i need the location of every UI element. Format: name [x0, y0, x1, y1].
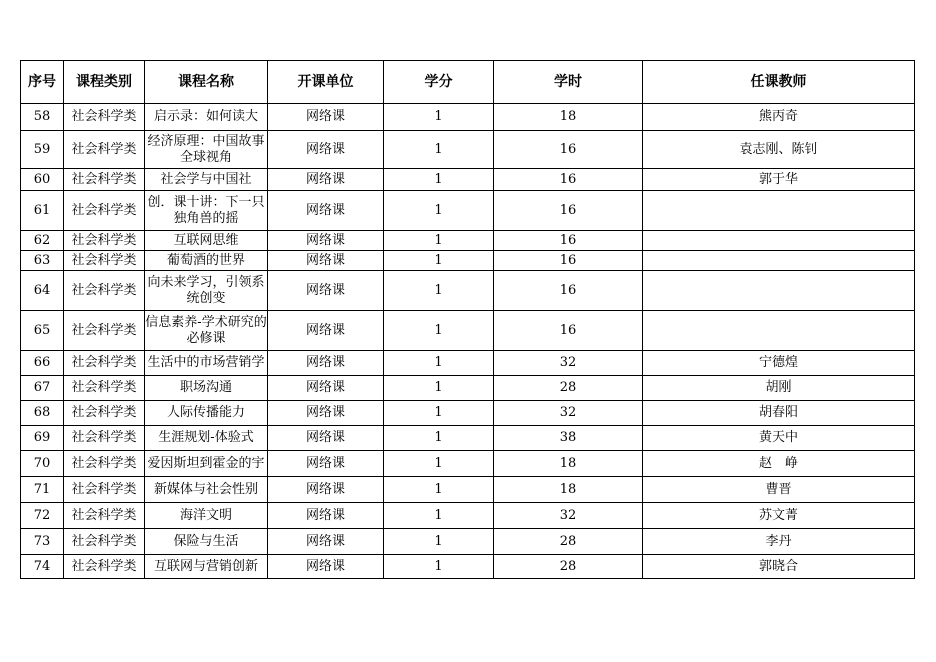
cell-category: 社会科学类 — [64, 426, 145, 451]
table-row — [21, 529, 915, 555]
cell-unit: 网络课 — [268, 426, 384, 451]
cell-unit: 网络课 — [268, 311, 384, 351]
cell-hours: 18 — [494, 104, 643, 131]
cell-unit: 网络课 — [268, 191, 384, 231]
header-teacher: 任课教师 — [643, 61, 915, 104]
cell-no: 66 — [21, 351, 64, 376]
cell-teacher — [643, 231, 915, 251]
cell-hours: 16 — [494, 271, 643, 311]
cell-category: 社会科学类 — [64, 451, 145, 477]
cell-category: 社会科学类 — [64, 131, 145, 169]
cell-no: 69 — [21, 426, 64, 451]
cell-hours: 28 — [494, 555, 643, 579]
cell-no: 67 — [21, 376, 64, 401]
cell-credit: 1 — [384, 251, 494, 271]
course-table — [20, 60, 915, 579]
cell-course: 经济原理：中国故事全球视角 — [145, 131, 268, 169]
cell-category: 社会科学类 — [64, 477, 145, 503]
table-row — [21, 426, 915, 451]
cell-unit: 网络课 — [268, 271, 384, 311]
table-row — [21, 351, 915, 376]
cell-unit: 网络课 — [268, 529, 384, 555]
cell-teacher: 郭晓合 — [643, 555, 915, 579]
cell-course: 生活中的市场营销学 — [145, 351, 268, 376]
cell-teacher: 黄天中 — [643, 426, 915, 451]
cell-hours: 16 — [494, 251, 643, 271]
cell-credit: 1 — [384, 169, 494, 191]
cell-hours: 16 — [494, 131, 643, 169]
cell-unit: 网络课 — [268, 503, 384, 529]
cell-credit: 1 — [384, 231, 494, 251]
header-unit: 开课单位 — [268, 61, 384, 104]
cell-unit: 网络课 — [268, 477, 384, 503]
table-row — [21, 401, 915, 426]
cell-category: 社会科学类 — [64, 169, 145, 191]
cell-credit: 1 — [384, 426, 494, 451]
cell-no: 71 — [21, 477, 64, 503]
cell-course: 葡萄酒的世界 — [145, 251, 268, 271]
cell-unit: 网络课 — [268, 376, 384, 401]
cell-teacher — [643, 271, 915, 311]
cell-unit: 网络课 — [268, 401, 384, 426]
cell-course: 新媒体与社会性别 — [145, 477, 268, 503]
cell-category: 社会科学类 — [64, 311, 145, 351]
cell-teacher: 胡春阳 — [643, 401, 915, 426]
cell-credit: 1 — [384, 376, 494, 401]
cell-hours: 38 — [494, 426, 643, 451]
cell-credit: 1 — [384, 401, 494, 426]
cell-teacher — [643, 251, 915, 271]
cell-hours: 18 — [494, 477, 643, 503]
cell-no: 73 — [21, 529, 64, 555]
cell-hours: 16 — [494, 311, 643, 351]
cell-no: 72 — [21, 503, 64, 529]
cell-credit: 1 — [384, 351, 494, 376]
cell-credit: 1 — [384, 529, 494, 555]
cell-credit: 1 — [384, 271, 494, 311]
cell-unit: 网络课 — [268, 451, 384, 477]
cell-unit: 网络课 — [268, 169, 384, 191]
cell-unit: 网络课 — [268, 104, 384, 131]
cell-credit: 1 — [384, 131, 494, 169]
header-category: 课程类别 — [64, 61, 145, 104]
cell-course: 互联网思维 — [145, 231, 268, 251]
cell-hours: 18 — [494, 451, 643, 477]
table-row — [21, 555, 915, 579]
cell-hours: 28 — [494, 529, 643, 555]
cell-hours: 32 — [494, 503, 643, 529]
cell-hours: 16 — [494, 191, 643, 231]
header-credit: 学分 — [384, 61, 494, 104]
cell-no: 74 — [21, 555, 64, 579]
cell-course: 人际传播能力 — [145, 401, 268, 426]
cell-category: 社会科学类 — [64, 104, 145, 131]
cell-hours: 32 — [494, 351, 643, 376]
cell-no: 65 — [21, 311, 64, 351]
cell-credit: 1 — [384, 555, 494, 579]
cell-category: 社会科学类 — [64, 529, 145, 555]
cell-unit: 网络课 — [268, 231, 384, 251]
cell-teacher — [643, 311, 915, 351]
cell-no: 60 — [21, 169, 64, 191]
cell-course: 互联网与营销创新 — [145, 555, 268, 579]
table-row — [21, 503, 915, 529]
cell-course: 生涯规划-体验式 — [145, 426, 268, 451]
cell-category: 社会科学类 — [64, 251, 145, 271]
cell-course: 创．课十讲：下一只独角兽的摇 — [145, 191, 268, 231]
cell-teacher: 郭于华 — [643, 169, 915, 191]
cell-hours: 28 — [494, 376, 643, 401]
cell-teacher: 曹晋 — [643, 477, 915, 503]
cell-category: 社会科学类 — [64, 191, 145, 231]
table-row — [21, 271, 915, 311]
cell-course: 向未来学习，引领系统创变 — [145, 271, 268, 311]
cell-no: 68 — [21, 401, 64, 426]
header-row — [21, 61, 915, 104]
cell-no: 61 — [21, 191, 64, 231]
cell-course: 爱因斯坦到霍金的宇 — [145, 451, 268, 477]
cell-credit: 1 — [384, 104, 494, 131]
table-row — [21, 376, 915, 401]
cell-no: 64 — [21, 271, 64, 311]
cell-credit: 1 — [384, 503, 494, 529]
cell-unit: 网络课 — [268, 555, 384, 579]
cell-category: 社会科学类 — [64, 503, 145, 529]
cell-no: 59 — [21, 131, 64, 169]
cell-hours: 16 — [494, 169, 643, 191]
cell-category: 社会科学类 — [64, 376, 145, 401]
table-row — [21, 451, 915, 477]
cell-course: 启示录：如何读大 — [145, 104, 268, 131]
cell-teacher: 李丹 — [643, 529, 915, 555]
cell-category: 社会科学类 — [64, 231, 145, 251]
cell-teacher: 苏文菁 — [643, 503, 915, 529]
cell-teacher: 熊丙奇 — [643, 104, 915, 131]
cell-course: 信息素养-学术研究的必修课 — [145, 311, 268, 351]
cell-teacher — [643, 191, 915, 231]
cell-teacher: 赵 峥 — [643, 451, 915, 477]
table-row — [21, 169, 915, 191]
table-row — [21, 311, 915, 351]
cell-course: 海洋文明 — [145, 503, 268, 529]
cell-unit: 网络课 — [268, 351, 384, 376]
cell-unit: 网络课 — [268, 251, 384, 271]
cell-category: 社会科学类 — [64, 351, 145, 376]
cell-category: 社会科学类 — [64, 271, 145, 311]
table-row — [21, 251, 915, 271]
cell-credit: 1 — [384, 477, 494, 503]
table-row — [21, 477, 915, 503]
cell-hours: 16 — [494, 231, 643, 251]
cell-teacher: 袁志刚、陈钊 — [643, 131, 915, 169]
cell-teacher: 宁德煌 — [643, 351, 915, 376]
cell-teacher: 胡刚 — [643, 376, 915, 401]
cell-category: 社会科学类 — [64, 555, 145, 579]
cell-unit: 网络课 — [268, 131, 384, 169]
table-row — [21, 131, 915, 169]
cell-course: 职场沟通 — [145, 376, 268, 401]
header-course: 课程名称 — [145, 61, 268, 104]
cell-credit: 1 — [384, 311, 494, 351]
cell-course: 保险与生活 — [145, 529, 268, 555]
cell-course: 社会学与中国社 — [145, 169, 268, 191]
cell-category: 社会科学类 — [64, 401, 145, 426]
cell-no: 63 — [21, 251, 64, 271]
cell-hours: 32 — [494, 401, 643, 426]
table-row — [21, 231, 915, 251]
table-row — [21, 104, 915, 131]
header-hours: 学时 — [494, 61, 643, 104]
cell-no: 70 — [21, 451, 64, 477]
cell-no: 58 — [21, 104, 64, 131]
header-no: 序号 — [21, 61, 64, 104]
cell-credit: 1 — [384, 451, 494, 477]
cell-no: 62 — [21, 231, 64, 251]
table-row — [21, 191, 915, 231]
cell-credit: 1 — [384, 191, 494, 231]
